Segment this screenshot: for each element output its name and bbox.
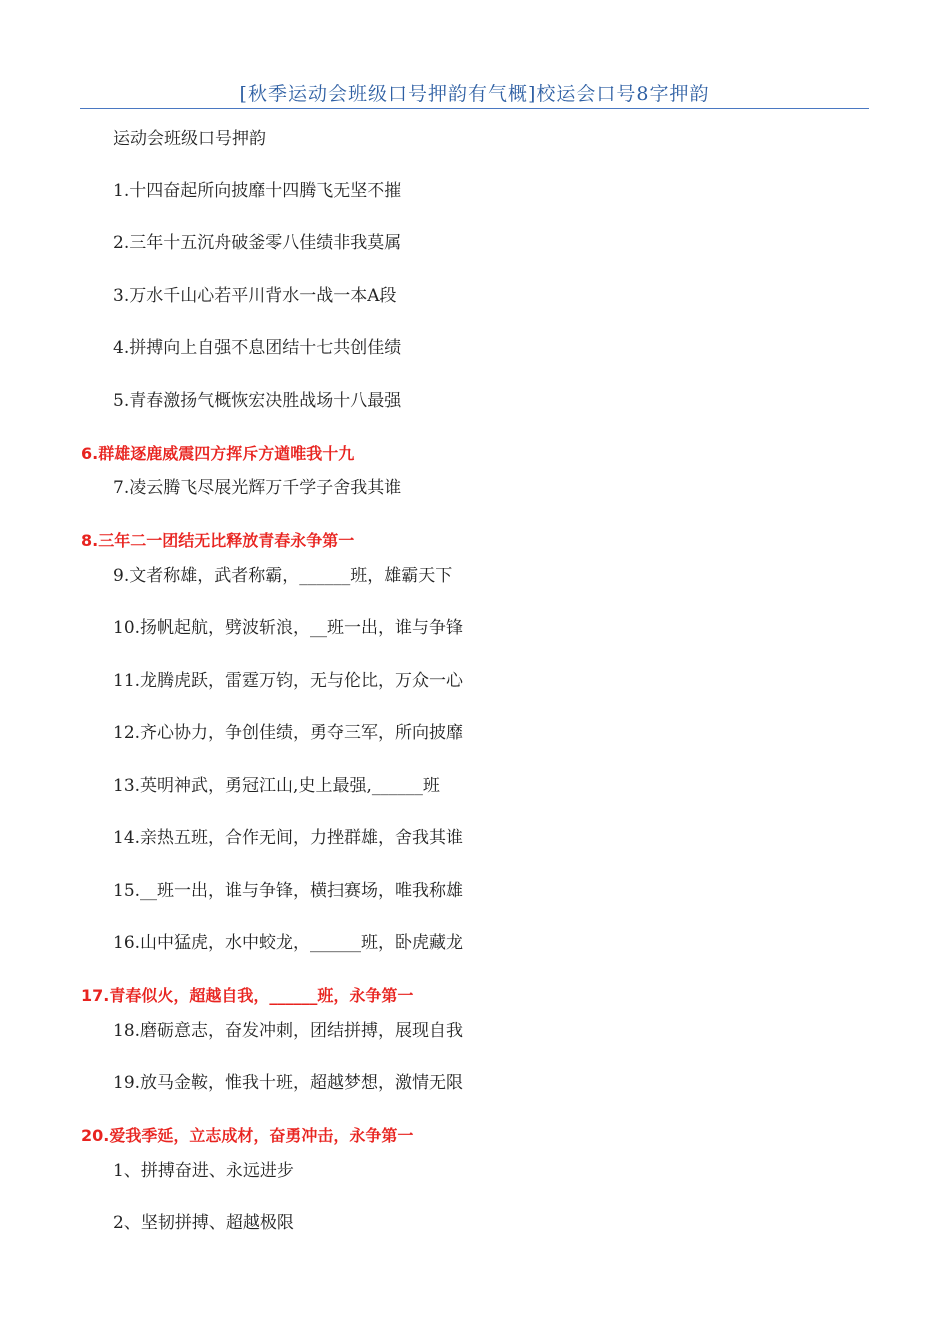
extra-slogan-item: 1、拼搏奋进、永远进步 [113,1161,294,1181]
slogan-item: 3.万水千山心若平川背水一战一本A段 [113,286,397,306]
slogan-item: 13.英明神武，勇冠江山,史上最强,______班 [113,776,440,796]
slogan-item-highlighted: 6.群雄逐鹿威震四方挥斥方遒唯我十九 [81,444,355,463]
slogan-item: 2.三年十五沉舟破釜零八佳绩非我莫属 [113,233,402,253]
slogan-item: 14.亲热五班，合作无间，力挫群雄，舍我其谁 [113,828,464,848]
section-title: 运动会班级口号押韵 [113,129,266,149]
slogan-item: 19.放马金鞍，惟我十班，超越梦想，激情无限 [113,1073,464,1093]
slogan-item: 12.齐心协力，争创佳绩，勇夺三军，所向披靡 [113,723,464,743]
slogan-item-highlighted: 17.青春似火，超越自我，______班，永争第一 [81,986,414,1005]
header-divider [80,108,869,109]
slogan-item: 1.十四奋起所向披靡十四腾飞无坚不摧 [113,181,402,201]
slogan-item: 7.凌云腾飞尽展光辉万千学子舍我其谁 [113,478,402,498]
slogan-item-highlighted: 8.三年二一团结无比释放青春永争第一 [81,531,355,550]
slogan-item: 10.扬帆起航，劈波斩浪，__班一出，谁与争锋 [113,618,464,638]
slogan-item: 5.青春激扬气概恢宏决胜战场十八最强 [113,391,402,411]
page-header-title: [秋季运动会班级口号押韵有气概]校运会口号8字押韵 [239,83,710,105]
slogan-item: 18.磨砺意志，奋发冲刺，团结拼搏，展现自我 [113,1021,464,1041]
slogan-item: 11.龙腾虎跃，雷霆万钧，无与伦比，万众一心 [113,671,464,691]
slogan-item: 9.文者称雄，武者称霸，______班，雄霸天下 [113,566,453,586]
slogan-item: 16.山中猛虎，水中蛟龙，______班，卧虎藏龙 [113,933,464,953]
slogan-item: 4.拼搏向上自强不息团结十七共创佳绩 [113,338,402,358]
slogan-item-highlighted: 20.爱我季延，立志成材，奋勇冲击，永争第一 [81,1126,414,1145]
slogan-item: 15.__班一出，谁与争锋，横扫赛场，唯我称雄 [113,881,464,901]
extra-slogan-item: 2、坚韧拼搏、超越极限 [113,1213,294,1233]
